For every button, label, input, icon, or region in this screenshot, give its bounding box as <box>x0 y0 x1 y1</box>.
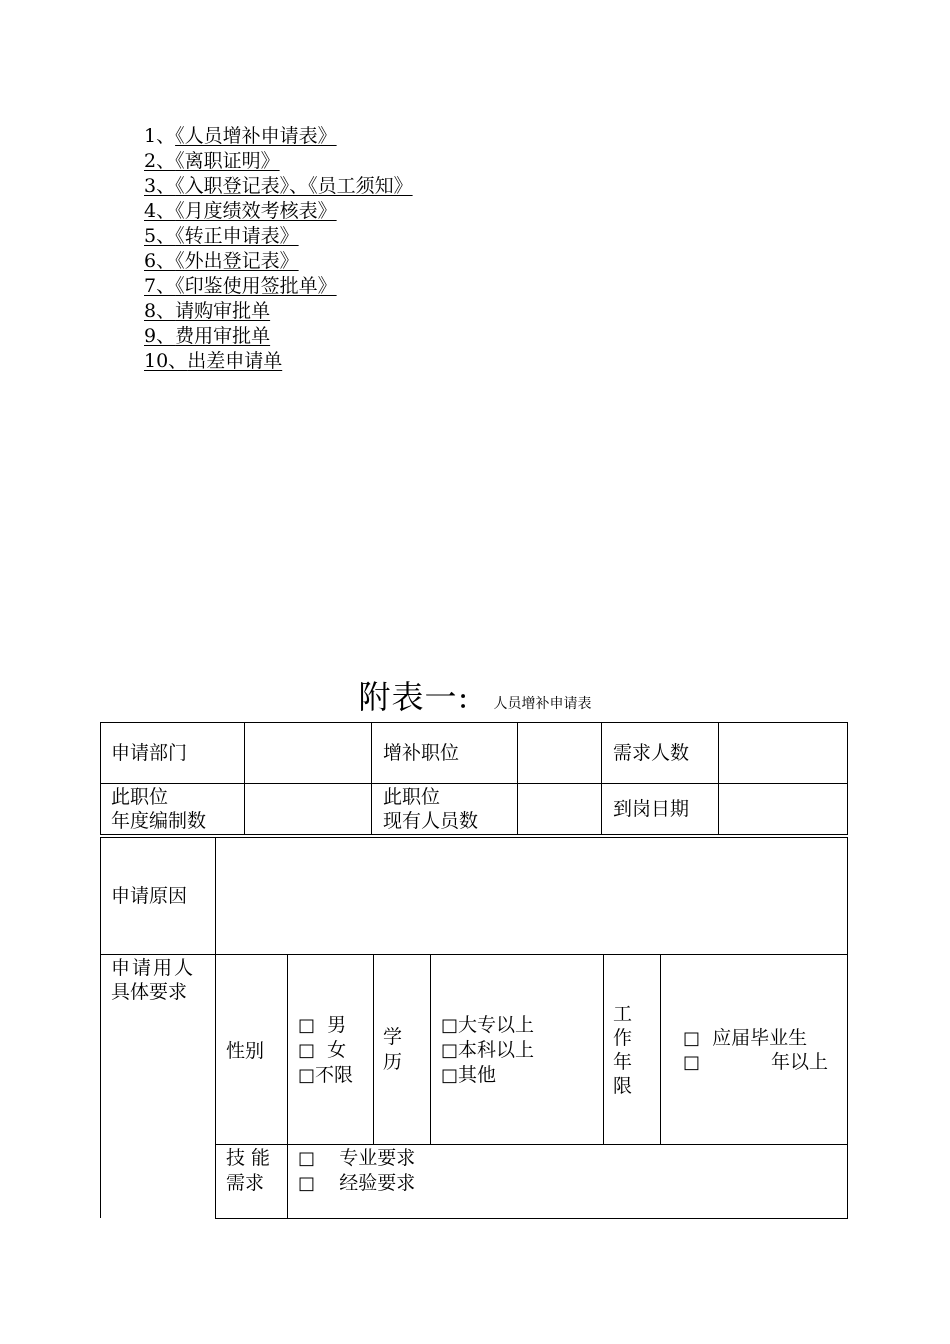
toc-item[interactable] <box>144 199 413 224</box>
toc-item[interactable] <box>144 324 413 349</box>
col-divider <box>244 722 245 835</box>
table-border <box>847 837 848 1219</box>
checkbox-gender-male[interactable]: □ 男 <box>298 1014 347 1036</box>
input-quota[interactable] <box>246 785 370 833</box>
toc-item-number: 10、 <box>144 350 188 372</box>
toc-item[interactable] <box>144 249 413 274</box>
row-divider <box>215 1218 848 1219</box>
col-divider <box>660 954 661 1144</box>
label-arrival-date: 到岗日期 <box>613 798 690 820</box>
input-arrival-date[interactable] <box>720 785 846 833</box>
checkbox-gender-any[interactable]: □不限 <box>298 1064 354 1086</box>
toc-item-link[interactable]: 《离职证明》 <box>175 150 280 172</box>
table-border <box>100 837 848 838</box>
toc-item-number: 7、 <box>144 275 176 297</box>
toc-item-link[interactable]: 费用审批单 <box>175 325 271 347</box>
toc-item[interactable] <box>144 174 413 199</box>
label-education: 学 <box>383 1026 403 1048</box>
label-position: 增补职位 <box>383 742 460 764</box>
toc-item-number: 8、 <box>144 300 176 322</box>
checkbox-edu-college[interactable]: □大专以上 <box>441 1014 535 1036</box>
form-title-sub: 人员增补申请表 <box>493 696 592 712</box>
toc-item-number: 5、 <box>144 225 176 247</box>
row-divider <box>215 1144 848 1145</box>
checkbox-years-above[interactable]: □ <box>683 1052 701 1073</box>
label-gender: 性别 <box>226 1040 265 1062</box>
label-work-years: 工 <box>613 1003 633 1025</box>
toc-item[interactable] <box>144 124 413 149</box>
toc-item-number: 2、 <box>144 150 176 172</box>
label-work-years: 限 <box>613 1075 633 1097</box>
label-work-years: 年 <box>613 1051 633 1073</box>
form-title <box>0 672 950 718</box>
input-reason[interactable] <box>217 839 846 953</box>
label-count: 需求人数 <box>613 742 690 764</box>
row-divider <box>100 783 848 784</box>
checkbox-fresh-graduate[interactable]: □ 应届毕业生 <box>683 1027 808 1049</box>
label-education: 历 <box>383 1051 403 1073</box>
col-divider <box>287 954 288 1219</box>
label-skills: 需求 <box>226 1172 265 1194</box>
col-divider <box>215 837 216 1219</box>
checkbox-edu-other[interactable]: □其他 <box>441 1064 497 1086</box>
col-divider <box>603 954 604 1144</box>
label-work-years: 作 <box>613 1027 633 1049</box>
checkbox-experience-req[interactable]: □ 经验要求 <box>298 1172 416 1194</box>
label-current-staff: 此职位 <box>383 786 441 808</box>
toc-item[interactable] <box>144 274 413 299</box>
toc-item-number: 1、 <box>144 125 176 147</box>
toc-item-number: 6、 <box>144 250 176 272</box>
form-title-main: 附表一 <box>358 678 458 716</box>
col-divider <box>601 722 602 835</box>
col-divider <box>373 954 374 1144</box>
toc-item-link[interactable]: 《入职登记表》、《员工须知》 <box>175 175 413 197</box>
toc-item-link[interactable]: 《月度绩效考核表》 <box>175 200 337 222</box>
toc-item-link[interactable]: 出差申请单 <box>187 350 283 372</box>
toc-item-number: 4、 <box>144 200 176 222</box>
toc-item[interactable] <box>144 349 413 374</box>
checkbox-edu-bachelor[interactable]: □本科以上 <box>441 1039 535 1061</box>
input-current-staff[interactable] <box>519 785 600 833</box>
form-title-colon: ： <box>457 685 482 714</box>
attachment-list <box>144 124 413 374</box>
label-requirements: 具体要求 <box>111 981 188 1003</box>
input-count[interactable] <box>720 724 846 782</box>
checkbox-gender-female[interactable]: □ 女 <box>298 1039 347 1061</box>
checkbox-professional-req[interactable]: □ 专业要求 <box>298 1147 416 1169</box>
label-years-above: 年以上 <box>771 1051 829 1073</box>
input-position[interactable] <box>519 724 600 782</box>
label-current-staff: 现有人员数 <box>383 810 479 832</box>
toc-item-number: 9、 <box>144 325 176 347</box>
toc-item-link[interactable]: 《外出登记表》 <box>175 250 299 272</box>
label-requirements: 申请用人 <box>111 957 196 979</box>
table-border <box>100 837 101 1218</box>
toc-item-number: 3、 <box>144 175 176 197</box>
col-divider <box>371 722 372 835</box>
label-dept: 申请部门 <box>111 742 188 764</box>
label-reason: 申请原因 <box>111 885 188 907</box>
toc-item-link[interactable]: 请购审批单 <box>175 300 271 322</box>
label-quota: 年度编制数 <box>111 810 207 832</box>
input-dept[interactable] <box>246 724 370 782</box>
toc-item[interactable] <box>144 149 413 174</box>
toc-item[interactable] <box>144 299 413 324</box>
col-divider <box>430 954 431 1144</box>
col-divider <box>718 722 719 835</box>
toc-item-link[interactable]: 《人员增补申请表》 <box>175 125 337 147</box>
label-skills: 技 能 <box>226 1147 271 1169</box>
toc-item-link[interactable]: 《转正申请表》 <box>175 225 299 247</box>
row-divider <box>100 954 848 955</box>
toc-item-link[interactable]: 《印鉴使用签批单》 <box>175 275 337 297</box>
label-quota: 此职位 <box>111 786 169 808</box>
col-divider <box>517 722 518 835</box>
toc-item[interactable] <box>144 224 413 249</box>
